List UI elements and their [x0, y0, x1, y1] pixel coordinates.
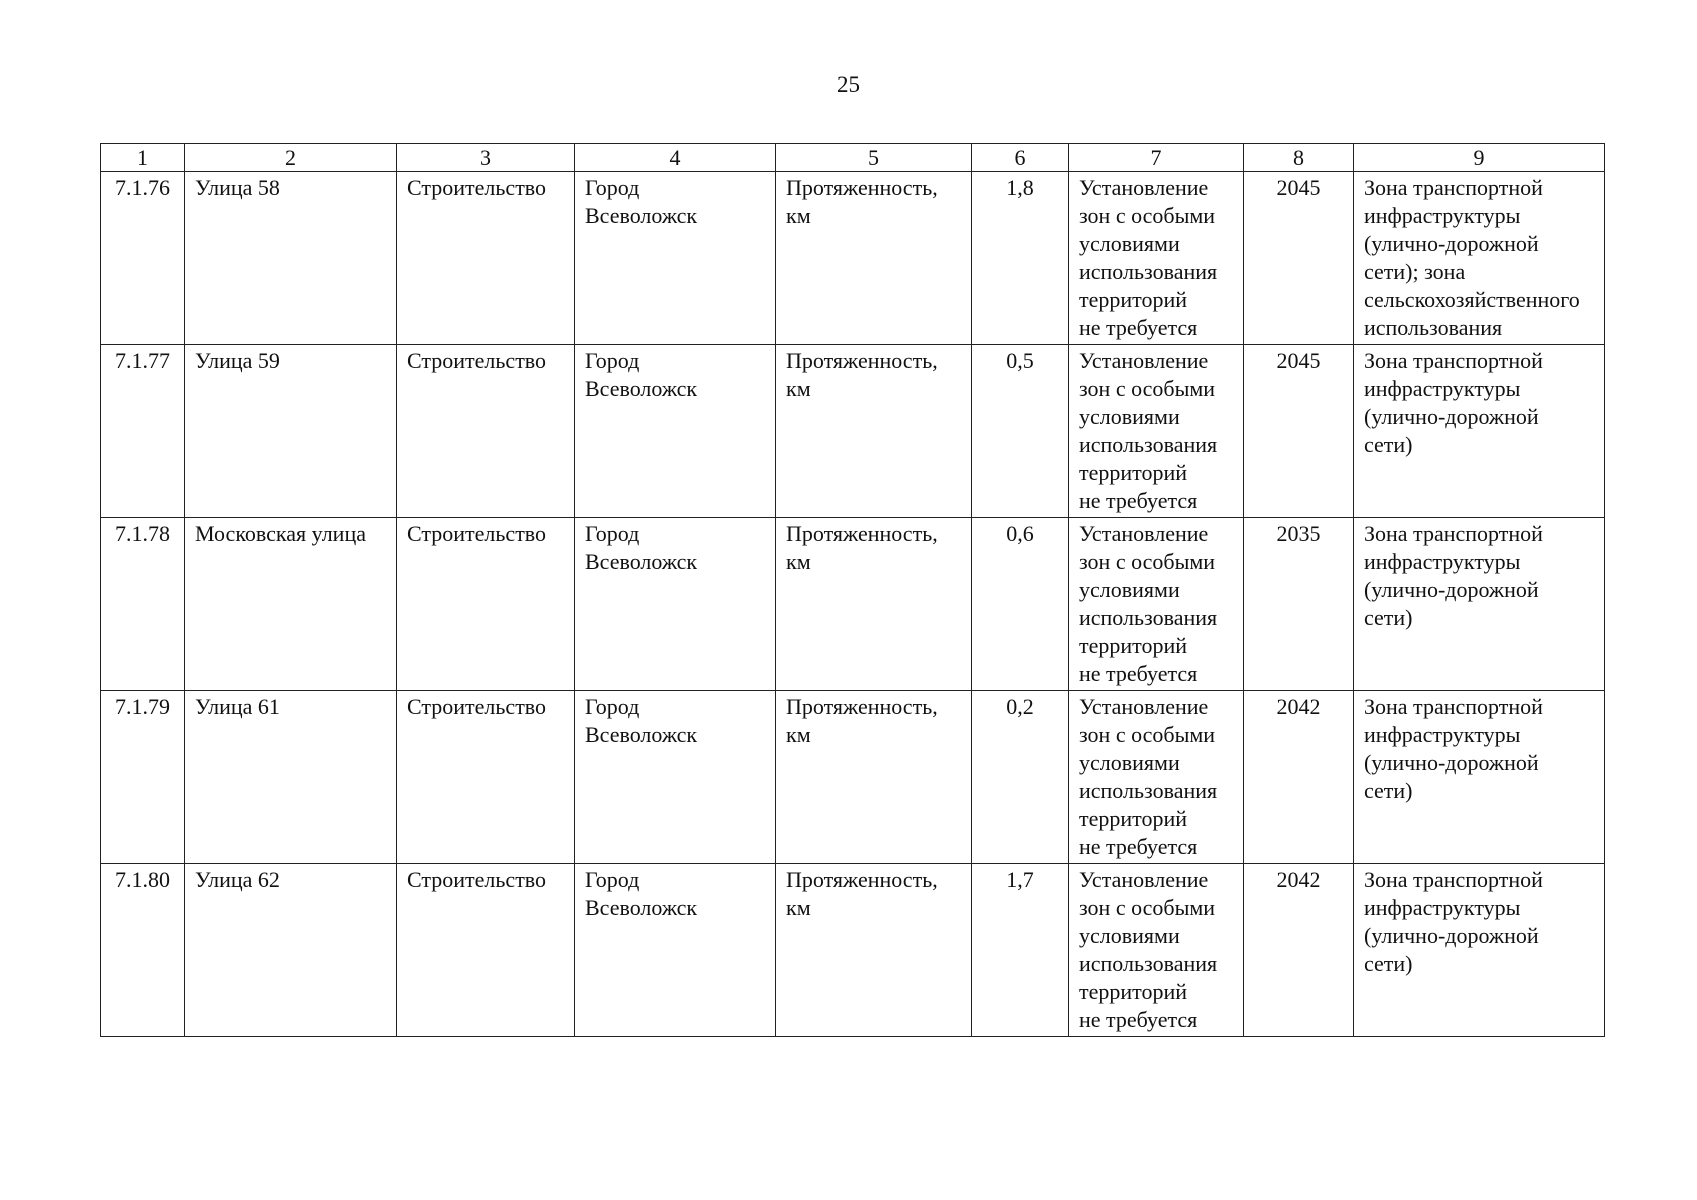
cell-value: 0,5	[972, 345, 1069, 518]
zones-line: условиями	[1079, 577, 1180, 602]
zones-line: зон с особыми	[1079, 722, 1216, 747]
column-header: 8	[1244, 144, 1354, 172]
cell-year: 2042	[1244, 864, 1354, 1037]
zones-line: территорий	[1079, 460, 1188, 485]
zones-line: Установление	[1079, 694, 1209, 719]
functional-zone-line: (улично-дорожной	[1364, 577, 1539, 602]
cell-number: 7.1.79	[101, 691, 185, 864]
cell-year: 2035	[1244, 518, 1354, 691]
zones-line: не требуется	[1079, 661, 1198, 686]
cell-location	[575, 518, 776, 691]
zones-line: Установление	[1079, 348, 1209, 373]
cell-functional-zone	[1354, 864, 1605, 1037]
zones-line: условиями	[1079, 923, 1180, 948]
functional-zone-line: Зона транспортной	[1364, 175, 1543, 200]
cell-object-name: Улица 58	[185, 172, 397, 345]
zones-line: территорий	[1079, 287, 1188, 312]
functional-zone-line: (улично-дорожной	[1364, 404, 1539, 429]
zones-line: территорий	[1079, 979, 1188, 1004]
cell-characteristic	[776, 345, 972, 518]
cell-characteristic	[776, 172, 972, 345]
cell-activity-type: Строительство	[397, 864, 575, 1037]
zones-line: использования	[1079, 259, 1218, 284]
location-line: Всеволожск	[585, 203, 698, 228]
functional-zone-line: инфраструктуры	[1364, 376, 1521, 401]
zones-line: территорий	[1079, 633, 1188, 658]
cell-characteristic	[776, 864, 972, 1037]
cell-object-name: Улица 62	[185, 864, 397, 1037]
functional-zone-line: инфраструктуры	[1364, 895, 1521, 920]
cell-functional-zone	[1354, 345, 1605, 518]
cell-activity-type: Строительство	[397, 691, 575, 864]
column-header: 4	[575, 144, 776, 172]
page-number: 25	[837, 72, 860, 97]
zones-line: не требуется	[1079, 488, 1198, 513]
cell-number: 7.1.78	[101, 518, 185, 691]
cell-year: 2045	[1244, 172, 1354, 345]
functional-zone-line: сети); зона	[1364, 259, 1466, 284]
cell-functional-zone	[1354, 518, 1605, 691]
zones-line: территорий	[1079, 806, 1188, 831]
table-row	[101, 864, 1605, 1037]
zones-line: зон с особыми	[1079, 895, 1216, 920]
characteristic-line: км	[786, 376, 811, 401]
location-line: Всеволожск	[585, 895, 698, 920]
location-line: Город	[585, 521, 640, 546]
cell-value: 1,7	[972, 864, 1069, 1037]
zones-line: условиями	[1079, 231, 1180, 256]
zones-line: не требуется	[1079, 1007, 1198, 1032]
column-header: 3	[397, 144, 575, 172]
cell-functional-zone	[1354, 172, 1605, 345]
cell-value: 0,2	[972, 691, 1069, 864]
zones-line: условиями	[1079, 750, 1180, 775]
characteristic-line: Протяженность,	[786, 694, 938, 719]
functional-zone-line: сети)	[1364, 951, 1413, 976]
cell-location	[575, 172, 776, 345]
functional-zone-line: инфраструктуры	[1364, 722, 1521, 747]
location-line: Город	[585, 175, 640, 200]
cell-value: 1,8	[972, 172, 1069, 345]
zones-line: использования	[1079, 605, 1218, 630]
zones-line: Установление	[1079, 867, 1209, 892]
cell-year: 2042	[1244, 691, 1354, 864]
table-row	[101, 691, 1605, 864]
zones-line: зон с особыми	[1079, 203, 1216, 228]
objects-table	[100, 143, 1605, 1037]
cell-object-name: Московская улица	[185, 518, 397, 691]
cell-functional-zone	[1354, 691, 1605, 864]
functional-zone-line: Зона транспортной	[1364, 348, 1543, 373]
table-row	[101, 518, 1605, 691]
zones-line: Установление	[1079, 521, 1209, 546]
functional-zone-line: инфраструктуры	[1364, 203, 1521, 228]
column-header: 5	[776, 144, 972, 172]
cell-zones-note	[1069, 864, 1244, 1037]
zones-line: использования	[1079, 432, 1218, 457]
column-number-row	[101, 144, 1605, 172]
functional-zone-line: использования	[1364, 315, 1503, 340]
characteristic-line: Протяженность,	[786, 175, 938, 200]
cell-zones-note	[1069, 345, 1244, 518]
functional-zone-line: инфраструктуры	[1364, 549, 1521, 574]
functional-zone-line: (улично-дорожной	[1364, 923, 1539, 948]
characteristic-line: Протяженность,	[786, 521, 938, 546]
cell-value: 0,6	[972, 518, 1069, 691]
functional-zone-line: (улично-дорожной	[1364, 231, 1539, 256]
cell-location	[575, 864, 776, 1037]
zones-line: Установление	[1079, 175, 1209, 200]
cell-characteristic	[776, 691, 972, 864]
functional-zone-line: Зона транспортной	[1364, 867, 1543, 892]
location-line: Город	[585, 867, 640, 892]
cell-activity-type: Строительство	[397, 172, 575, 345]
cell-year: 2045	[1244, 345, 1354, 518]
column-header: 2	[185, 144, 397, 172]
functional-zone-line: сети)	[1364, 432, 1413, 457]
cell-location	[575, 691, 776, 864]
location-line: Город	[585, 694, 640, 719]
location-line: Всеволожск	[585, 722, 698, 747]
cell-zones-note	[1069, 172, 1244, 345]
cell-zones-note	[1069, 518, 1244, 691]
table-row	[101, 345, 1605, 518]
characteristic-line: Протяженность,	[786, 348, 938, 373]
zones-line: использования	[1079, 951, 1218, 976]
characteristic-line: км	[786, 722, 811, 747]
functional-zone-line: сети)	[1364, 605, 1413, 630]
cell-object-name: Улица 61	[185, 691, 397, 864]
zones-line: не требуется	[1079, 315, 1198, 340]
characteristic-line: км	[786, 203, 811, 228]
characteristic-line: Протяженность,	[786, 867, 938, 892]
location-line: Всеволожск	[585, 376, 698, 401]
location-line: Всеволожск	[585, 549, 698, 574]
cell-location	[575, 345, 776, 518]
functional-zone-line: сети)	[1364, 778, 1413, 803]
cell-activity-type: Строительство	[397, 518, 575, 691]
zones-line: не требуется	[1079, 834, 1198, 859]
characteristic-line: км	[786, 895, 811, 920]
table-row	[101, 172, 1605, 345]
cell-activity-type: Строительство	[397, 345, 575, 518]
cell-number: 7.1.77	[101, 345, 185, 518]
location-line: Город	[585, 348, 640, 373]
functional-zone-line: Зона транспортной	[1364, 694, 1543, 719]
zones-line: зон с особыми	[1079, 549, 1216, 574]
cell-characteristic	[776, 518, 972, 691]
zones-line: зон с особыми	[1079, 376, 1216, 401]
column-header: 1	[101, 144, 185, 172]
cell-zones-note	[1069, 691, 1244, 864]
cell-number: 7.1.80	[101, 864, 185, 1037]
zones-line: использования	[1079, 778, 1218, 803]
functional-zone-line: (улично-дорожной	[1364, 750, 1539, 775]
zones-line: условиями	[1079, 404, 1180, 429]
functional-zone-line: сельскохозяйственного	[1364, 287, 1580, 312]
column-header: 6	[972, 144, 1069, 172]
cell-number: 7.1.76	[101, 172, 185, 345]
cell-object-name: Улица 59	[185, 345, 397, 518]
functional-zone-line: Зона транспортной	[1364, 521, 1543, 546]
column-header: 7	[1069, 144, 1244, 172]
column-header: 9	[1354, 144, 1605, 172]
characteristic-line: км	[786, 549, 811, 574]
